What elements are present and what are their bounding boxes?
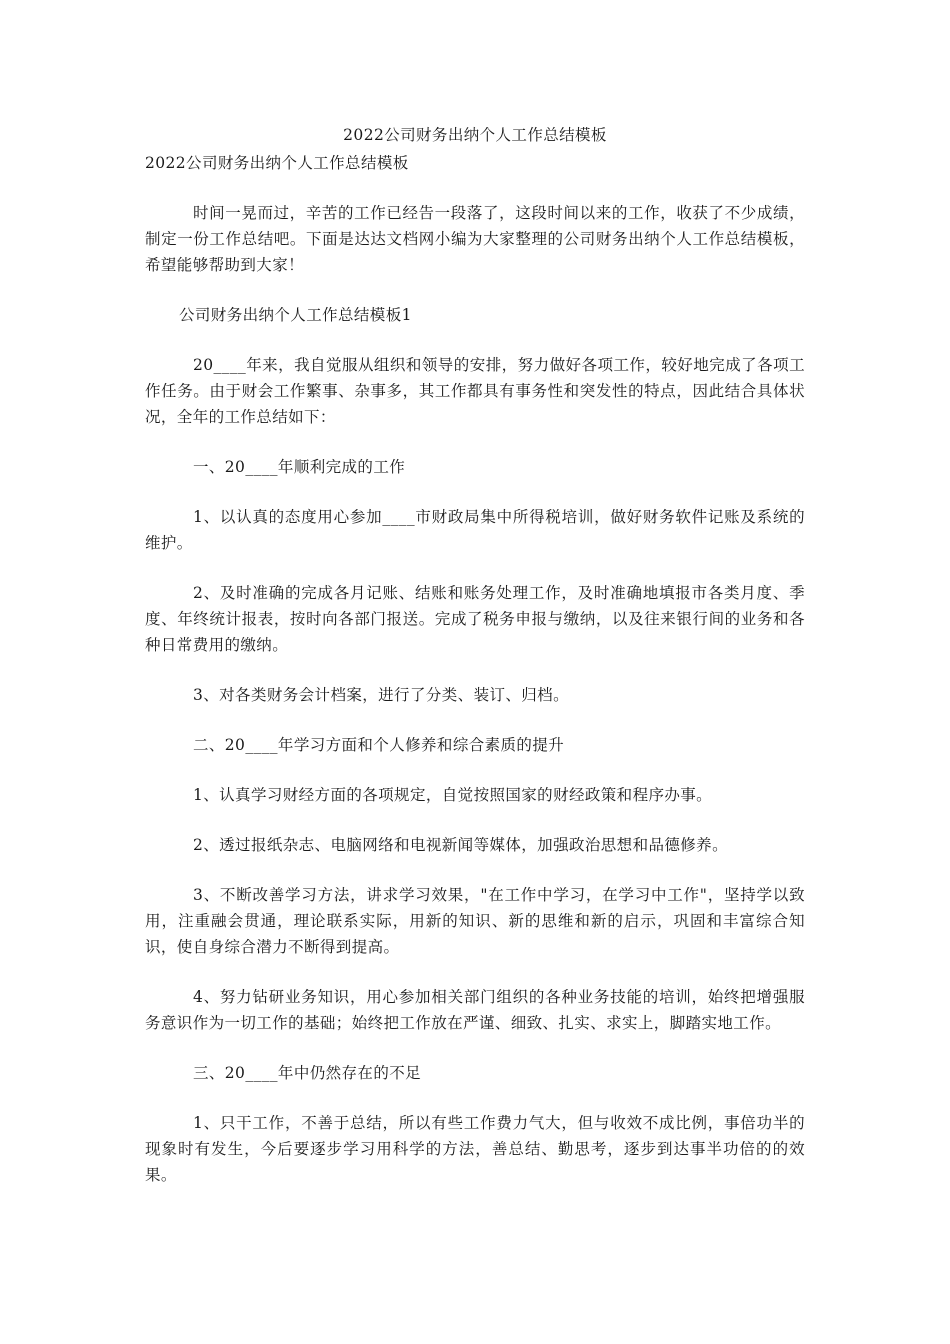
section-3-item: 1、只干工作，不善于总结，所以有些工作费力气大，但与收效不成比例，事倍功半的现象时有发生，今后要逐步学习用科学的方法，善总结、勤思考，逐步到达事半功倍的的效果。 [145, 1114, 805, 1184]
document-subtitle: 2022公司财务出纳个人工作总结模板 [145, 154, 409, 172]
section-2-item: 2、透过报纸杂志、电脑网络和电视新闻等媒体，加强政治思想和品德修养。 [193, 836, 728, 854]
template-heading: 公司财务出纳个人工作总结模板1 [179, 306, 412, 324]
section-1-item: 1、以认真的态度用心参加____市财政局集中所得税培训，做好财务软件记账及系统的维护。 [145, 508, 805, 552]
section-2-item: 4、努力钻研业务知识，用心参加相关部门组织的各种业务技能的培训，始终把增强服务意识作为一切工作的基础；始终把工作放在严谨、细致、扎实、求实上，脚踏实地工作。 [145, 988, 805, 1032]
intro-paragraph: 时间一晃而过，辛苦的工作已经告一段落了，这段时间以来的工作，收获了不少成绩，制定一份工作总结吧。下面是达达文档网小编为大家整理的公司财务出纳个人工作总结模板，希望能够帮助到大家！ [145, 204, 805, 274]
document-title: 2022公司财务出纳个人工作总结模板 [343, 126, 607, 144]
opening-paragraph: 20____年来，我自觉服从组织和领导的安排，努力做好各项工作，较好地完成了各项工作任务。由于财会工作繁事、杂事多，其工作都具有事务性和突发性的特点，因此结合具体状况，全年的工作总结如下： [145, 356, 805, 426]
section-1-item: 3、对各类财务会计档案，进行了分类、装订、归档。 [193, 686, 569, 704]
section-1-item: 2、及时准确的完成各月记账、结账和账务处理工作，及时准确地填报市各类月度、季度、年终统计报表，按时向各部门报送。完成了税务申报与缴纳，以及往来银行间的业务和各种日常费用的缴纳。 [145, 584, 805, 654]
section-2-item: 1、认真学习财经方面的各项规定，自觉按照国家的财经政策和程序办事。 [193, 786, 713, 804]
document-page [145, 122, 805, 1212]
section-1-heading: 一、20____年顺利完成的工作 [193, 458, 406, 476]
section-2-item: 3、不断改善学习方法，讲求学习效果，"在工作中学习，在学习中工作"，坚持学以致用，注重融会贯通，理论联系实际，用新的知识、新的思维和新的启示，巩固和丰富综合知识，使自身综合潜力不断得到提高。 [145, 886, 805, 956]
section-2-heading: 二、20____年学习方面和个人修养和综合素质的提升 [193, 736, 565, 754]
section-3-heading: 三、20____年中仍然存在的不足 [193, 1064, 422, 1082]
